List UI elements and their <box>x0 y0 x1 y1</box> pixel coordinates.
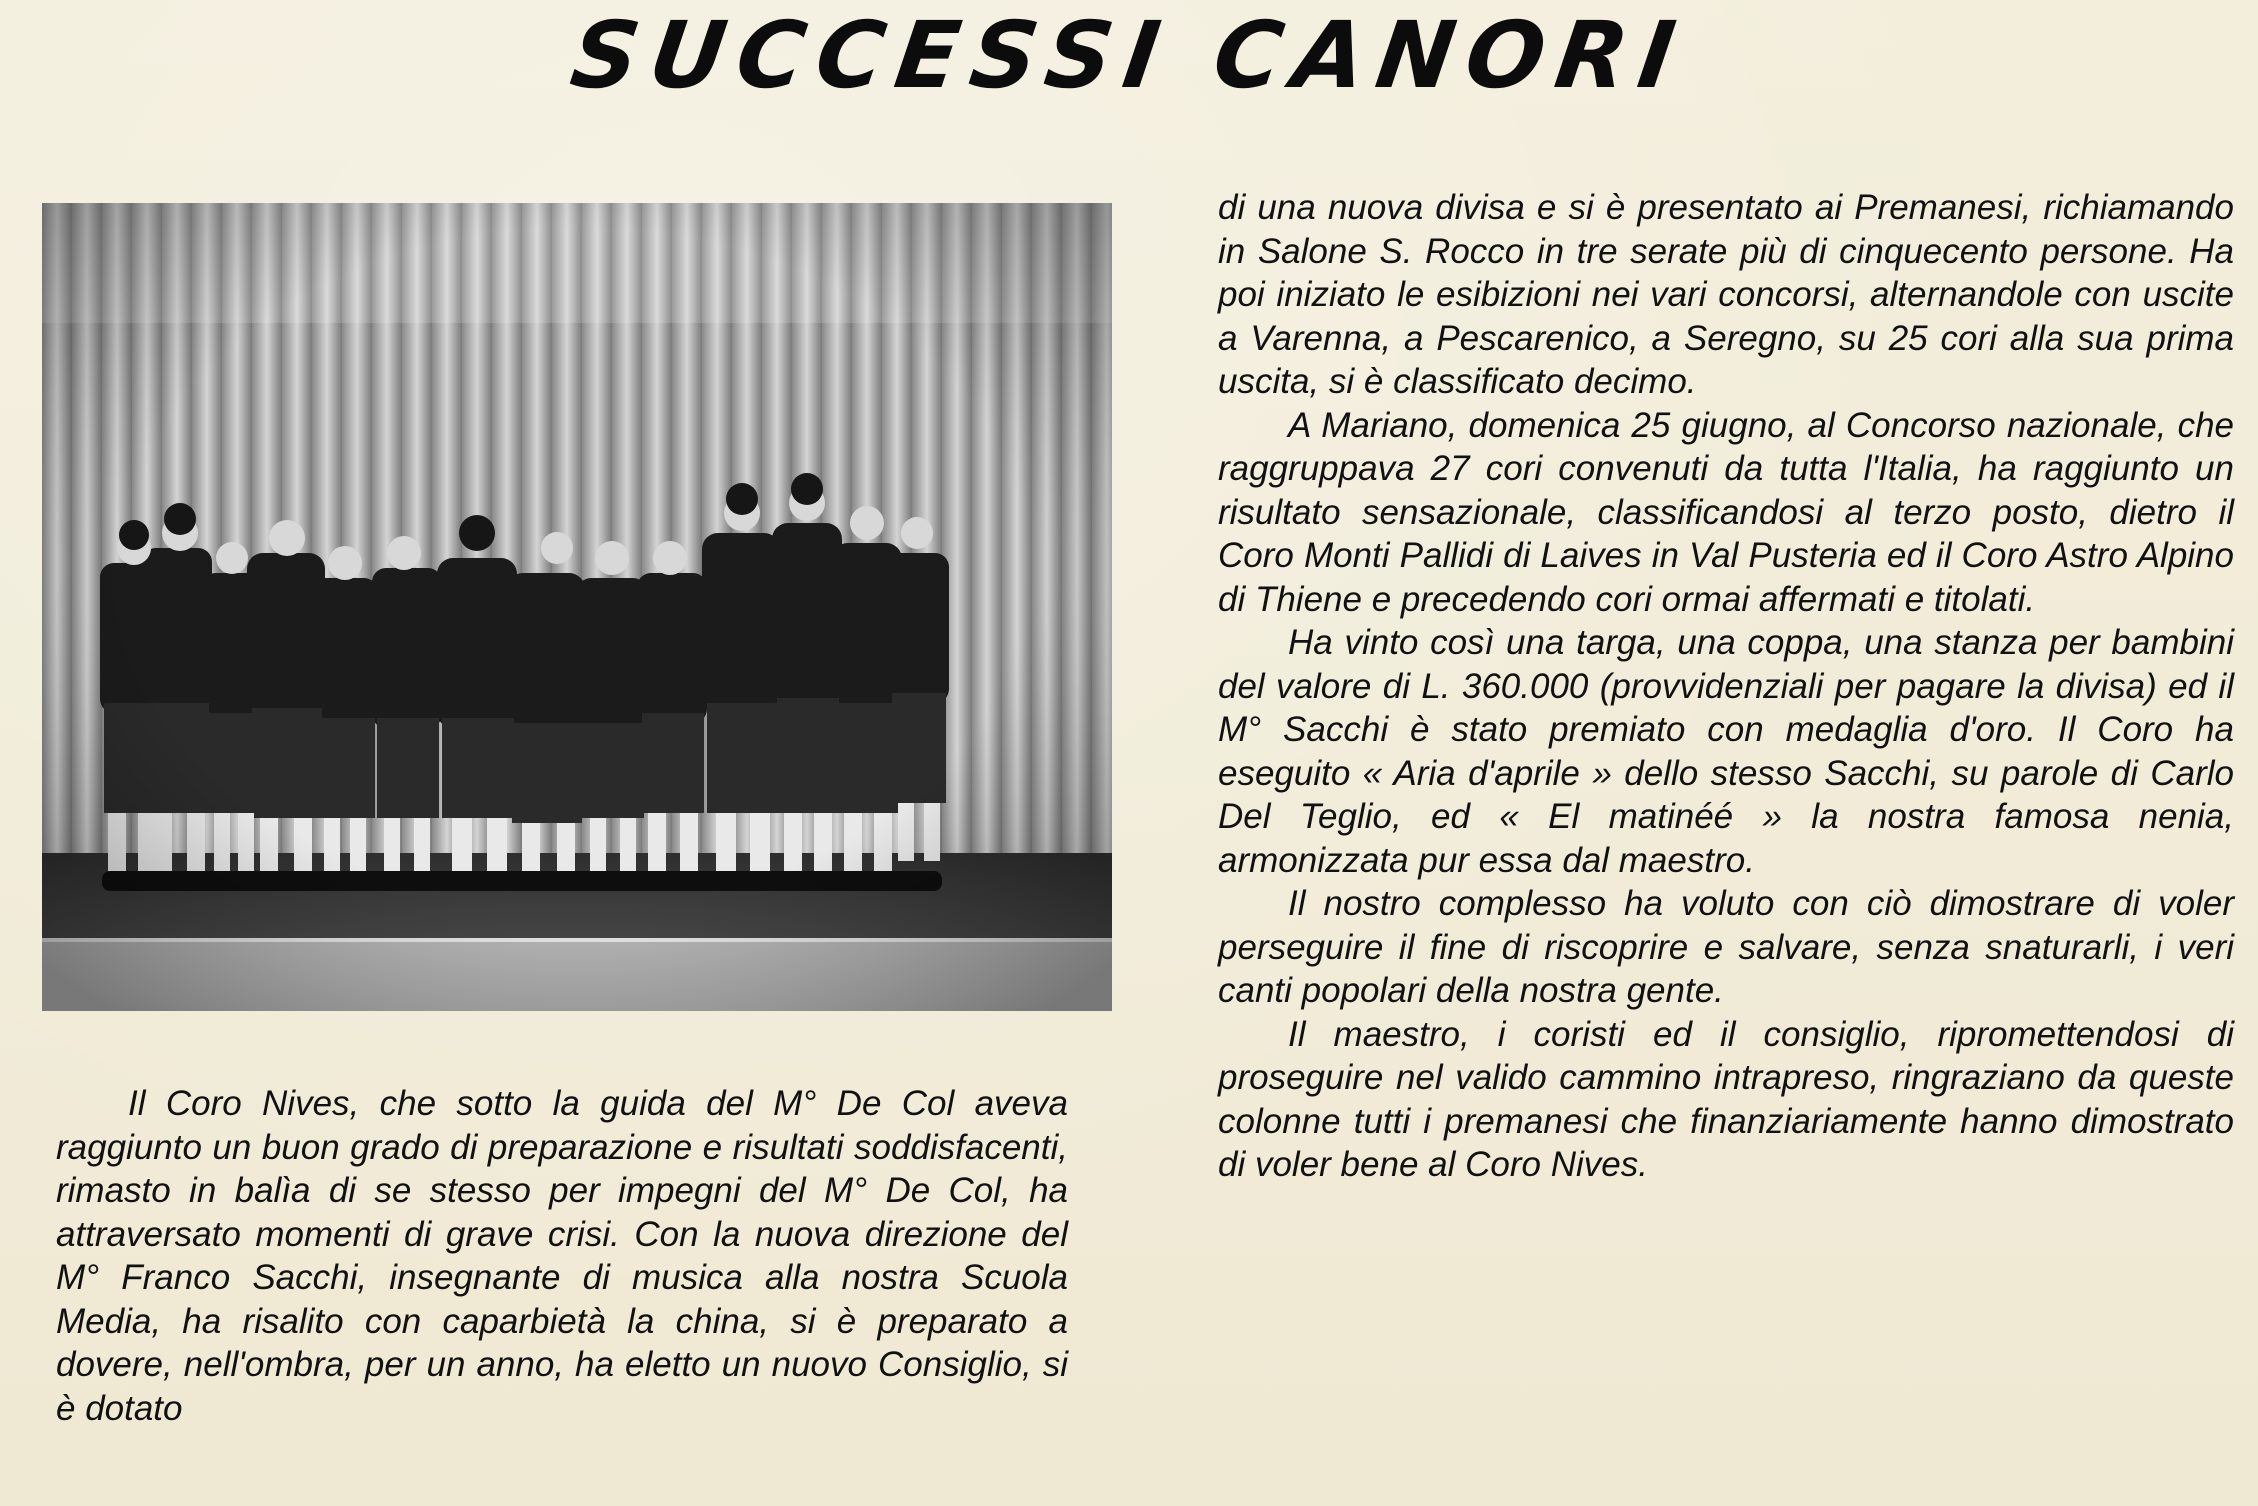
article-title: SUCCESSI CANORI <box>564 2 1694 109</box>
paragraph: A Mariano, domenica 25 giugno, al Concorso nazionale, che raggruppava 27 cori convenuti da tutta l'Italia, ha raggiunto un risultato sensazionale, classificandosi al terzo posto, dietro il Coro Monti Pallidi di Laives in Val Pusteria ed il Coro Astro Alpino di Thiene e precedendo cori ormai affermati e titolati. <box>1218 405 2234 619</box>
right-column <box>1218 186 2234 1187</box>
paragraph: di una nuova divisa e si è presentato ai Premanesi, richiamando in Salone S. Rocco in tre serate più di cinquecento persone. Ha poi iniziato le esibizioni nei vari concorsi, alternandole con uscite a Varenna, a Pescarenico, a Seregno, su 25 cori alla sua prima uscita, si è classificato decimo. <box>1218 188 2234 401</box>
choir-photo <box>42 203 1112 1011</box>
left-column <box>56 1082 1068 1430</box>
paragraph: Ha vinto così una targa, una coppa, una stanza per bambini del valore di L. 360.000 (provvidenziali per pagare la divisa) ed il M° Sacchi è stato premiato con medaglia d'oro. Il Coro ha eseguito « Aria d'aprile » dello stesso Sacchi, su parole di Carlo Del Teglio, ed « El matinéé » la nostra famosa nenia, armonizzata pur essa dal maestro. <box>1218 623 2234 880</box>
paragraph: Il Coro Nives, che sotto la guida del M° De Col aveva raggiunto un buon grado di preparazione e risultati soddisfacenti, rimasto in balìa di se stesso per impegni del M° De Col, ha attraversato momenti di grave crisi. Con la nuova direzione del M° Franco Sacchi, insegnante di musica alla nostra Scuola Media, ha risalito con caparbietà la china, si è preparato a dovere, nell'ombra, per un anno, ha eletto un nuovo Consiglio, si è dotato <box>56 1084 1068 1428</box>
paragraph: Il maestro, i coristi ed il consiglio, ripromettendosi di proseguire nel valido cammino intrapreso, ringraziano da queste colonne tutti i premanesi che finanziariamente hanno dimostrato di voler bene al Coro Nives. <box>1218 1014 2234 1184</box>
choir-photo-illustration <box>42 203 1112 1011</box>
paragraph: Il nostro complesso ha voluto con ciò dimostrare di voler perseguire il fine di riscoprire e salvare, senza snaturarli, i veri canti popolari della nostra gente. <box>1218 884 2234 1010</box>
